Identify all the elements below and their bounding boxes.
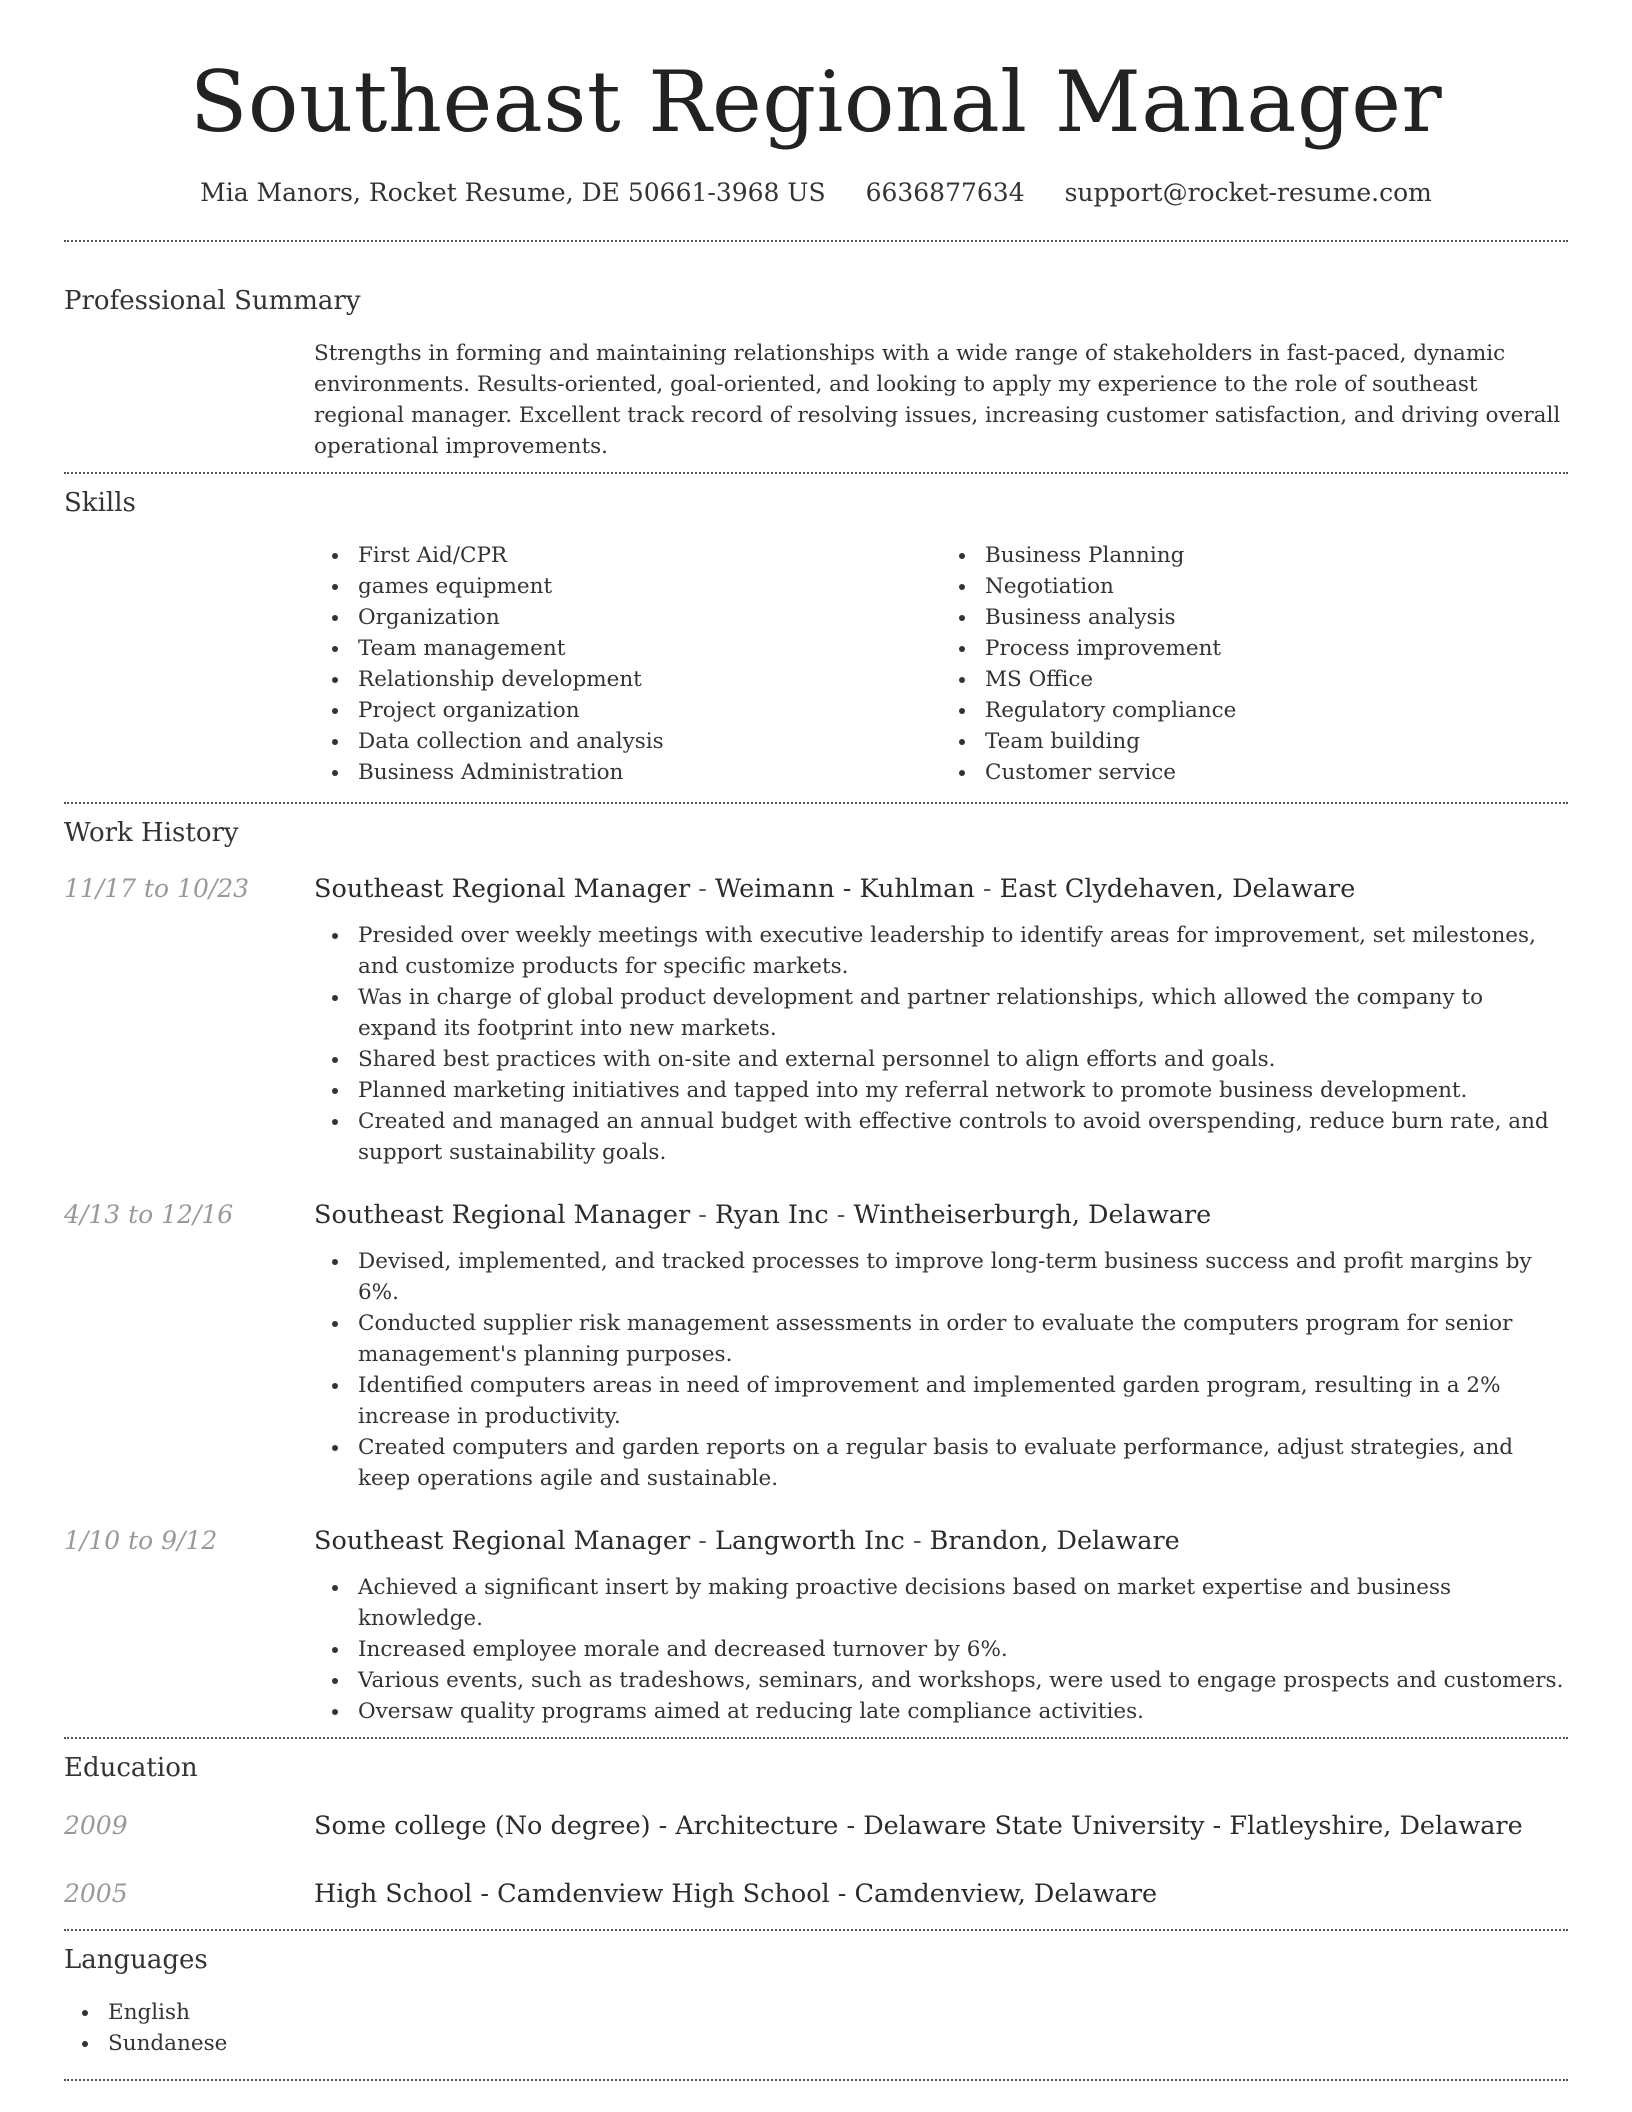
- skill-item: Data collection and analysis: [358, 726, 941, 757]
- skill-item: Negotiation: [985, 571, 1568, 602]
- skills-list-left: [314, 540, 941, 788]
- languages-list: [64, 1997, 1568, 2059]
- skill-item: games equipment: [358, 571, 941, 602]
- work-section: [0, 804, 1632, 1727]
- work-title: Work History: [64, 818, 239, 848]
- resume-name: Southeast Regional Manager: [189, 53, 1443, 151]
- job-bullet: Was in charge of global product development and partner relationships, which allowed the company to expand its footprint into new markets.: [358, 982, 1568, 1044]
- job-dates: 11/17 to 10/23: [64, 874, 250, 903]
- skill-item: Team management: [358, 633, 941, 664]
- skill-item: Project organization: [358, 695, 941, 726]
- job-title: Southeast Regional Manager: [314, 1200, 691, 1230]
- education-year: 2005: [64, 1879, 128, 1908]
- contact-phone: 6636877634: [865, 178, 1025, 207]
- summary-section: [0, 242, 1632, 462]
- job-bullet: Increased employee morale and decreased turnover by 6%.: [358, 1634, 1568, 1665]
- skill-item: Relationship development: [358, 664, 941, 695]
- job-location: East Clydehaven, Delaware: [999, 874, 1356, 904]
- job-main: [314, 1524, 1568, 1727]
- contact-line: [0, 176, 1632, 210]
- job-bullet: Created computers and garden reports on a regular basis to evaluate performance, adjust strategies, and keep operations agile and sustainable.: [358, 1432, 1568, 1494]
- job-heading: Southeast Regional Manager - Ryan Inc - Wintheiserburgh, Delaware: [314, 1200, 1212, 1230]
- skill-item: Organization: [358, 602, 941, 633]
- resume-header: [0, 0, 1632, 210]
- job-bullet: Conducted supplier risk management assessments in order to evaluate the computers program for senior management's planning purposes.: [358, 1308, 1568, 1370]
- skill-item: Business Planning: [985, 540, 1568, 571]
- job-bullet: Devised, implemented, and tracked processes to improve long-term business success and profit margins by 6%.: [358, 1246, 1568, 1308]
- job-dates: 1/10 to 9/12: [64, 1526, 218, 1555]
- education-text: Some college (No degree) - Architecture - Delaware State University - Flatleyshire, Delaware: [314, 1811, 1523, 1841]
- job-main: [314, 872, 1568, 1168]
- job-entry: [64, 1198, 1568, 1494]
- job-bullet: Achieved a significant insert by making proactive decisions based on market expertise and business knowledge.: [358, 1572, 1568, 1634]
- job-company: Langworth Inc: [715, 1526, 905, 1556]
- job-bullet: Shared best practices with on-site and external personnel to align efforts and goals.: [358, 1044, 1568, 1075]
- job-heading: Southeast Regional Manager - Langworth Inc - Brandon, Delaware: [314, 1526, 1180, 1556]
- job-bullet: Planned marketing initiatives and tapped into my referral network to promote business development.: [358, 1075, 1568, 1106]
- job-title: Southeast Regional Manager: [314, 1526, 691, 1556]
- contact-email: support@rocket-resume.com: [1064, 178, 1432, 207]
- education-text: High School - Camdenview High School - Camdenview, Delaware: [314, 1879, 1158, 1909]
- job-location: Brandon, Delaware: [929, 1526, 1180, 1556]
- divider: [64, 2079, 1568, 2081]
- job-location: Wintheiserburgh, Delaware: [853, 1200, 1212, 1230]
- job-bullets: [314, 1572, 1568, 1727]
- education-entry: [64, 1877, 1568, 1911]
- job-entry: [64, 1524, 1568, 1727]
- skill-item: Regulatory compliance: [985, 695, 1568, 726]
- job-main: [314, 1198, 1568, 1494]
- job-company: Weimann - Kuhlman: [715, 874, 975, 904]
- language-item: English: [108, 1997, 1568, 2028]
- skill-item: Business Administration: [358, 757, 941, 788]
- skills-title: Skills: [64, 488, 136, 518]
- contact-address: Mia Manors, Rocket Resume, DE 50661-3968 US: [200, 178, 826, 207]
- skill-item: Team building: [985, 726, 1568, 757]
- education-year: 2009: [64, 1811, 128, 1840]
- languages-title: Languages: [64, 1945, 208, 1975]
- skill-item: Process improvement: [985, 633, 1568, 664]
- skills-section: [0, 474, 1632, 788]
- job-bullet: Various events, such as tradeshows, seminars, and workshops, were used to engage prospects and customers.: [358, 1665, 1568, 1696]
- job-company: Ryan Inc: [715, 1200, 829, 1230]
- education-section: [0, 1739, 1632, 1911]
- skill-item: Business analysis: [985, 602, 1568, 633]
- job-bullet: Presided over weekly meetings with executive leadership to identify areas for improvement, set milestones, and customize products for specific markets.: [358, 920, 1568, 982]
- skills-grid: [314, 540, 1568, 788]
- summary-title: Professional Summary: [64, 286, 361, 316]
- language-item: Sundanese: [108, 2028, 1568, 2059]
- skills-list-right: [941, 540, 1568, 788]
- skill-item: First Aid/CPR: [358, 540, 941, 571]
- job-dates: 4/13 to 12/16: [64, 1200, 234, 1229]
- job-bullet: Created and managed an annual budget with effective controls to avoid overspending, reduce burn rate, and support sustainability goals.: [358, 1106, 1568, 1168]
- languages-section: [0, 1931, 1632, 2059]
- skill-item: MS Office: [985, 664, 1568, 695]
- summary-text: Strengths in forming and maintaining relationships with a wide range of stakeholders in fast-paced, dynamic environments. Results-oriented, goal-oriented, and looking to apply my experience to the role of southeast regional manager. Excellent track record of resolving issues, increasing customer satisfaction, and driving overall operational improvements.: [314, 341, 1561, 459]
- job-bullet: Identified computers areas in need of improvement and implemented garden program, resulting in a 2% increase in productivity.: [358, 1370, 1568, 1432]
- skill-item: Customer service: [985, 757, 1568, 788]
- education-title: Education: [64, 1753, 198, 1783]
- education-entry: [64, 1809, 1568, 1843]
- job-title: Southeast Regional Manager: [314, 874, 691, 904]
- job-bullets: [314, 920, 1568, 1168]
- job-entry: [64, 872, 1568, 1168]
- job-bullet: Oversaw quality programs aimed at reducing late compliance activities.: [358, 1696, 1568, 1727]
- job-heading: Southeast Regional Manager - Weimann - Kuhlman - East Clydehaven, Delaware: [314, 874, 1356, 904]
- job-bullets: [314, 1246, 1568, 1494]
